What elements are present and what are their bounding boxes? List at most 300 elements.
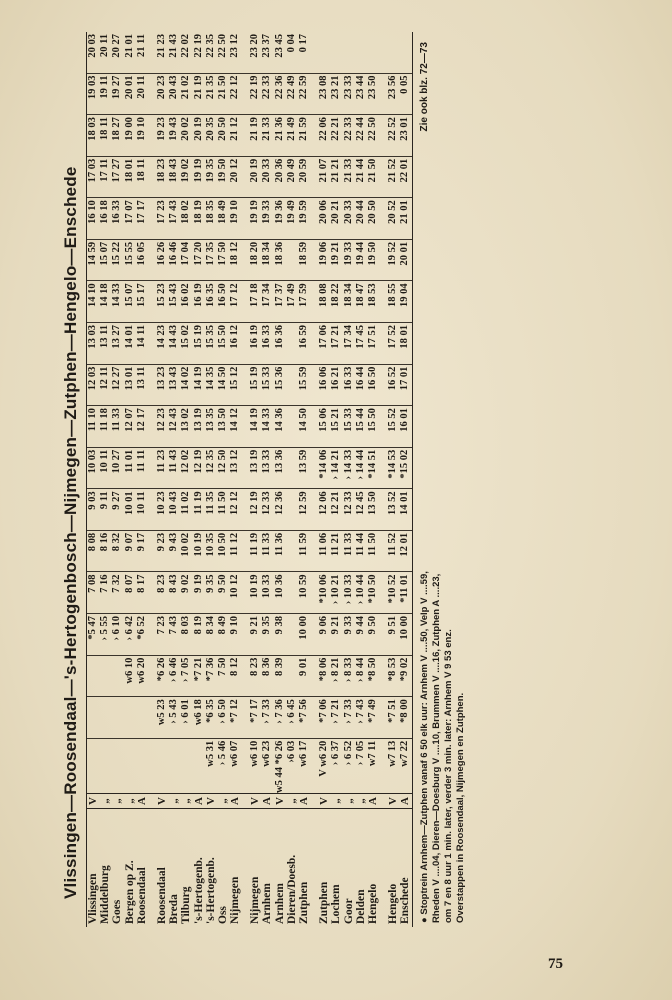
departure-time [168, 741, 180, 793]
departure-time: 18 49 [216, 200, 228, 224]
departure-time: w6 18 [192, 699, 204, 726]
departure-time: 13 03 [87, 325, 98, 349]
departure-time: 11 59 [298, 532, 309, 556]
station-suffix: „ [354, 798, 367, 804]
departure-time: 23 56 [387, 75, 399, 100]
departure-time: 11 33 [261, 532, 273, 556]
departure-time: 16 01 [399, 408, 411, 432]
station-name: Enschede [399, 877, 412, 924]
departure-time: 9 02 [180, 574, 192, 593]
departure-time: 17 35 [204, 241, 216, 266]
departure-time [87, 699, 99, 738]
station-name: Oss [216, 906, 229, 924]
departure-time: 18 11 [99, 117, 111, 141]
departure-time: 22 36 [273, 75, 285, 100]
departure-time: 19 49 [285, 200, 297, 224]
section-gap [310, 367, 318, 406]
departure-time: 20 19 [249, 158, 261, 183]
departure-time: 18 23 [155, 158, 167, 183]
departure-time: 13 02 [180, 408, 192, 432]
departure-time: 12 36 [273, 491, 285, 515]
section-gap [310, 325, 318, 364]
section-gap [379, 658, 387, 697]
departure-time: 18 22 [330, 283, 342, 308]
departure-time: 11 33 [342, 532, 354, 556]
departure-time: 10 35 [204, 532, 216, 557]
train-column [87, 280, 412, 322]
section-gap [241, 325, 249, 364]
departure-time: 15 23 [155, 283, 167, 308]
departure-time [286, 408, 298, 447]
station-suffix: V [387, 797, 400, 805]
departure-time: 16 26 [155, 241, 167, 266]
departure-time: 23 08 [318, 75, 330, 100]
station-suffix: „ [111, 798, 124, 804]
departure-time: 16 33 [111, 200, 123, 224]
section-gap [241, 491, 249, 530]
section-gap [379, 809, 387, 927]
departure-time: 20 52 [387, 200, 399, 224]
departure-time: 20 11 [99, 33, 111, 57]
departure-time: 20 50 [366, 200, 378, 224]
departure-time: 15 43 [168, 283, 180, 308]
departure-time: › 7 36 [273, 699, 285, 724]
departure-time: 20 11 [135, 75, 147, 99]
station-name: Roosendaal [155, 867, 168, 924]
departure-time: 19 00 [123, 117, 135, 141]
departure-time: 12 03 [87, 366, 98, 391]
departure-time: 10 11 [99, 449, 111, 473]
section-gap [148, 658, 156, 697]
station-suffix: „ [216, 798, 229, 804]
departure-time: 18 01 [123, 158, 135, 183]
section-gap [310, 794, 318, 808]
section-gap [148, 367, 156, 406]
station-column [87, 808, 412, 927]
departure-time: 22 49 [285, 75, 297, 100]
departure-time: 14 12 [229, 408, 241, 432]
section-gap [241, 699, 249, 738]
departure-time: 17 45 [354, 325, 366, 349]
section-gap [241, 794, 249, 808]
section-gap [148, 159, 156, 198]
departure-time: 17 06 [318, 325, 330, 349]
departure-time: 9 10 [229, 616, 241, 635]
departure-time [136, 741, 148, 793]
departure-time: 10 23 [155, 491, 167, 515]
departure-time: › 6 10 [111, 616, 123, 641]
departure-time: *7 17 [249, 699, 261, 723]
departure-time: 10 02 [180, 532, 192, 557]
departure-time [343, 34, 355, 73]
departure-time: 18 01 [399, 325, 411, 349]
departure-time: 21 02 [180, 75, 192, 100]
departure-time: w5 31 [204, 740, 216, 767]
departure-time: 12 01 [399, 532, 411, 557]
departure-time: › 6 42 [123, 616, 135, 641]
departure-time: 9 35 [204, 574, 216, 593]
departure-time: *7 56 [298, 699, 309, 723]
departure-time [286, 242, 298, 281]
departure-time: 14 36 [273, 408, 285, 432]
departure-time: w7 11 [366, 740, 378, 767]
departure-time: 16 50 [366, 366, 378, 391]
section-gap [241, 574, 249, 613]
section-gap [310, 616, 318, 655]
section-gap [310, 658, 318, 697]
departure-time: *6 35 [204, 699, 216, 723]
departure-time: 17 21 [330, 325, 342, 349]
departure-time: 11 01 [123, 449, 135, 473]
train-column [87, 530, 412, 572]
departure-time: 8 32 [111, 532, 123, 552]
departure-time: 14 19 [249, 408, 261, 432]
station-name: Roosendaal [135, 867, 148, 924]
departure-time: 17 17 [135, 200, 147, 224]
departure-time: 17 12 [229, 283, 241, 308]
section-gap [148, 76, 156, 115]
departure-time: › 7 05 [180, 657, 192, 683]
departure-time: w6 10 [249, 740, 261, 767]
section-gap [148, 242, 156, 281]
departure-time: 19 21 [330, 241, 342, 266]
departure-time [286, 325, 298, 364]
departure-time: 22 35 [204, 33, 216, 58]
departure-time: 13 23 [155, 366, 167, 391]
departure-time [286, 450, 298, 489]
departure-time: 17 52 [387, 325, 399, 349]
departure-time: 9 27 [111, 491, 123, 510]
section-gap [379, 76, 387, 115]
departure-time: 20 50 [216, 117, 228, 141]
station-suffix: V [155, 797, 168, 805]
departure-time [355, 34, 367, 73]
departure-time: 16 05 [135, 241, 147, 266]
departure-time: 23 33 [342, 75, 354, 100]
departure-time: 9 01 [298, 657, 309, 676]
section-gap [379, 408, 387, 447]
departure-time: 15 36 [273, 366, 285, 391]
departure-time: 9 06 [318, 616, 330, 635]
departure-time: w6 10 [123, 657, 135, 684]
departure-time: 22 19 [249, 75, 261, 100]
departure-time: 21 33 [261, 117, 273, 141]
departure-time: 18 47 [354, 283, 366, 308]
section-gap [310, 76, 318, 115]
departure-time: › 7 33 [261, 699, 273, 724]
departure-time: 21 01 [123, 33, 135, 58]
departure-time: 13 33 [261, 449, 273, 474]
departure-time: 12 33 [342, 491, 354, 515]
departure-time: 23 12 [229, 33, 241, 58]
departure-time: 9 21 [330, 616, 342, 635]
departure-time: 0 05 [399, 75, 411, 94]
departure-time: 0 04 [285, 33, 297, 53]
departure-time: 14 50 [216, 366, 228, 391]
section-gap [241, 741, 249, 793]
departure-time: 9 50 [366, 616, 378, 635]
train-column [87, 405, 412, 447]
departure-time: 18 34 [342, 283, 354, 308]
departure-time: 16 50 [216, 283, 228, 308]
station-name: Middelburg [99, 865, 112, 924]
departure-time: *5 47 [87, 616, 98, 640]
departure-time: 19 27 [111, 75, 123, 100]
departure-time: 17 27 [111, 158, 123, 183]
departure-time: › 7 43 [354, 699, 366, 724]
departure-time: 18 27 [111, 117, 123, 141]
departure-time: 11 50 [216, 491, 228, 515]
departure-time: *14 06 [318, 449, 330, 479]
departure-time: 9 44 [354, 616, 366, 635]
departure-time: 12 02 [180, 449, 192, 474]
departure-time: 12 17 [135, 408, 147, 432]
departure-time: *7 06 [318, 699, 330, 723]
departure-time [136, 699, 148, 738]
departure-time: 22 52 [387, 117, 399, 141]
departure-time [286, 491, 298, 530]
departure-time: 12 06 [318, 491, 330, 515]
station-name: Delden [354, 889, 367, 924]
section-gap [148, 325, 156, 364]
departure-time: 10 19 [249, 574, 261, 599]
departure-time: 8 36 [261, 657, 273, 676]
station-suffix: A [366, 797, 379, 805]
departure-time: 13 11 [135, 366, 147, 390]
departure-time: 13 52 [387, 491, 399, 515]
see-also-reference: Zie ook blz. 72—73 [418, 42, 430, 132]
departure-time: 11 52 [387, 532, 399, 556]
departure-time: 12 23 [155, 408, 167, 432]
station-suffix: A [135, 797, 148, 805]
departure-time: 14 35 [204, 366, 216, 391]
departure-time: 21 33 [342, 158, 354, 183]
departure-time: 20 35 [204, 117, 216, 141]
departure-time: 19 10 [229, 200, 241, 224]
departure-time: w6 07 [229, 740, 241, 767]
departure-time: 16 36 [273, 325, 285, 349]
departure-time: 8 12 [229, 657, 241, 676]
departure-time: w6 23 [261, 740, 273, 767]
timetable-title: Vlissingen—Roosendaal—'s-Hertogenbosch—Nijmegen—Zutphen—Hengelo—Enschede [61, 166, 80, 899]
departure-time: w6 17 [298, 740, 309, 767]
departure-time: 21 19 [249, 117, 261, 141]
departure-time: 18 55 [387, 283, 399, 308]
section-gap [379, 159, 387, 198]
departure-time: 8 17 [135, 574, 147, 593]
section-gap [148, 741, 156, 793]
station-name: Lochem [330, 884, 343, 924]
departure-time: 16 12 [229, 325, 241, 349]
departure-time: *8 50 [366, 657, 378, 682]
departure-time: 10 33 [261, 574, 273, 599]
station-name: 's-Hertogenb. [204, 857, 217, 924]
departure-time: 11 02 [180, 491, 192, 515]
station-name: Hengelo [366, 883, 379, 924]
station-name: Zutphen [298, 881, 310, 924]
departure-time: 17 20 [192, 241, 204, 266]
departure-time: 11 12 [229, 532, 241, 556]
departure-time: 13 50 [366, 491, 378, 515]
departure-time: 14 02 [180, 366, 192, 391]
station-suffix: A [261, 797, 274, 805]
departure-time: 18 03 [87, 117, 98, 141]
departure-time: › 7 21 [330, 699, 342, 724]
departure-time: › 14 33 [342, 449, 354, 480]
departure-time: 21 50 [366, 158, 378, 183]
departure-time: 20 06 [318, 200, 330, 224]
departure-time: 15 44 [354, 408, 366, 432]
departure-time: 9 03 [87, 491, 98, 510]
departure-time: 9 33 [342, 616, 354, 635]
departure-time: w5 23 [155, 699, 167, 726]
station-name: 's-Hertogenb. [192, 857, 205, 924]
departure-time: *11 01 [399, 574, 411, 603]
departure-time: 20 01 [123, 75, 135, 100]
departure-time: › 5 55 [99, 616, 111, 641]
departure-time: 12 19 [192, 449, 204, 474]
departure-time: 14 11 [135, 325, 147, 349]
departure-time: › 5 43 [168, 699, 180, 724]
departure-time: 11 33 [111, 408, 123, 432]
departure-time: ›6 03 [285, 740, 297, 763]
departure-time: 21 23 [155, 33, 167, 58]
departure-time: 22 19 [192, 33, 204, 58]
station-suffix: „ [99, 798, 112, 804]
departure-time: › 10 44 [354, 574, 366, 605]
section-gap [148, 574, 156, 613]
departure-time: 17 49 [285, 283, 297, 308]
departure-time [286, 658, 298, 697]
departure-time: 7 43 [168, 616, 180, 635]
departure-time: 10 59 [298, 574, 309, 599]
section-gap [148, 408, 156, 447]
station-suffix: V [318, 797, 331, 805]
departure-time: 13 27 [111, 325, 123, 349]
departure-time: 16 59 [298, 325, 309, 349]
station-name: Nijmegen [229, 876, 242, 924]
departure-time: 21 36 [273, 117, 285, 141]
departure-time: 17 03 [87, 158, 98, 183]
departure-time: 11 50 [366, 532, 378, 556]
departure-time: 15 59 [298, 366, 309, 391]
station-suffix: „ [180, 798, 193, 804]
departure-time [367, 34, 379, 73]
station-name: Zutphen [318, 881, 331, 924]
note-line: Rheden V ....04, Dieren—Doesburg V ....10, Brummen V ....16, Zutphen A ....23, [430, 573, 442, 923]
departure-time: 19 50 [366, 241, 378, 266]
departure-time: 19 33 [342, 241, 354, 266]
departure-time: 17 01 [399, 366, 411, 391]
departure-time: › 5 46 [216, 740, 228, 766]
departure-time: 15 19 [192, 325, 204, 349]
departure-time: 14 33 [261, 408, 273, 432]
departure-time: 15 50 [366, 408, 378, 432]
train-column [87, 655, 412, 697]
departure-time: 13 19 [192, 408, 204, 432]
departure-time [387, 34, 399, 73]
departure-time: 15 06 [318, 408, 330, 432]
departure-time: 15 02 [180, 325, 192, 349]
section-gap [310, 450, 318, 489]
departure-time: *9 02 [399, 657, 411, 682]
departure-time: *7 49 [366, 699, 378, 723]
train-column [87, 447, 412, 489]
departure-time: 18 34 [261, 241, 273, 266]
departure-time: 13 19 [249, 449, 261, 474]
departure-time: 14 59 [87, 241, 98, 266]
section-gap [379, 616, 387, 655]
departure-time: 10 43 [168, 491, 180, 515]
departure-time [399, 34, 411, 73]
departure-time: 19 44 [354, 241, 366, 266]
departure-time [124, 741, 136, 793]
rotated-timetable [60, 32, 530, 927]
departure-time: 21 11 [135, 33, 147, 57]
departure-time: 9 07 [123, 532, 135, 552]
departure-time: › 7 33 [342, 699, 354, 724]
section-gap [379, 242, 387, 281]
departure-time: 10 19 [192, 532, 204, 557]
departure-time: *7 51 [387, 699, 399, 723]
departure-time: 20 36 [273, 158, 285, 183]
station-name: Vlissingen [87, 873, 99, 924]
departure-time: 13 01 [123, 366, 135, 391]
departure-time: 15 12 [229, 366, 241, 391]
departure-time: 21 21 [330, 158, 342, 183]
section-gap [148, 616, 156, 655]
departure-time: 19 52 [387, 241, 399, 266]
station-name: Nijmegen [249, 876, 262, 924]
departure-time: 18 08 [318, 283, 330, 308]
departure-time: 14 19 [192, 366, 204, 391]
page-number: 75 [548, 956, 563, 972]
departure-time: 16 10 [87, 200, 98, 224]
departure-time: 15 35 [204, 325, 216, 349]
departure-time: 21 44 [354, 158, 366, 183]
departure-time: 9 21 [249, 616, 261, 635]
station-name: Breda [168, 894, 181, 924]
departure-time: 21 50 [216, 75, 228, 100]
departure-time: 19 19 [249, 200, 261, 224]
section-gap [148, 699, 156, 738]
departure-time: 23 01 [399, 117, 411, 141]
departure-time [180, 741, 192, 793]
station-suffix: „ [285, 798, 298, 804]
departure-time: 12 27 [111, 366, 123, 391]
section-gap [310, 242, 318, 281]
departure-time: 15 33 [261, 366, 273, 391]
departure-time: 20 19 [192, 117, 204, 141]
section-gap [310, 491, 318, 530]
section-gap [241, 242, 249, 281]
departure-time: 20 33 [261, 158, 273, 183]
departure-time: 11 19 [192, 491, 204, 515]
section-gap [148, 34, 156, 73]
section-gap [241, 533, 249, 572]
departure-time: 9 11 [99, 491, 111, 510]
departure-time: 14 01 [123, 325, 135, 349]
departure-time: 20 27 [111, 33, 123, 58]
departure-time: w7 22 [399, 740, 411, 767]
departure-time: 20 21 [330, 200, 342, 224]
station-suffix: A [399, 797, 412, 805]
departure-time: *7 12 [229, 699, 241, 723]
departure-time: › 8 21 [330, 657, 342, 683]
departure-time: 19 33 [261, 200, 273, 224]
departure-time: 10 27 [111, 449, 123, 474]
departure-time: › 8 44 [354, 657, 366, 683]
